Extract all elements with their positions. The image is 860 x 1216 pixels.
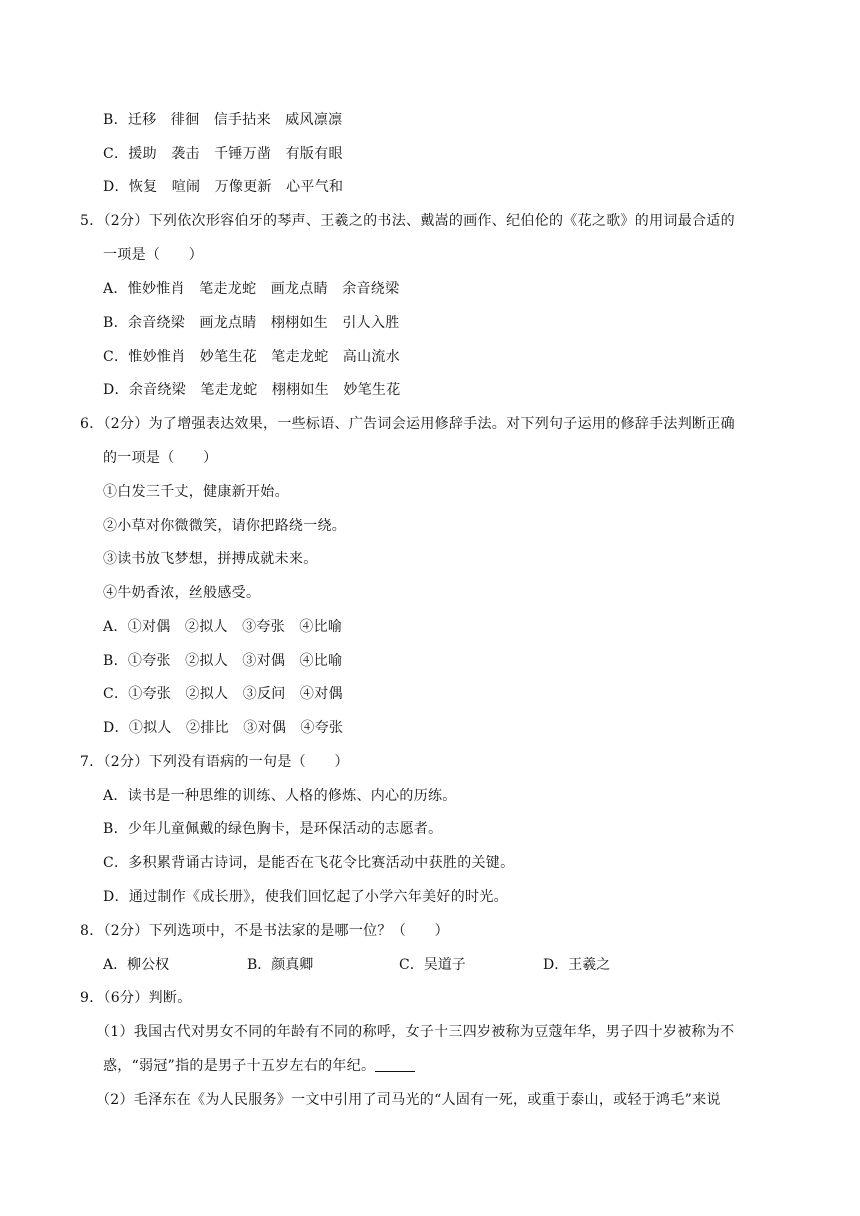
- q9-part1-line2: [103, 1056, 415, 1076]
- q5-option-d: D．余音绕梁 笔走龙蛇 栩栩如生 妙笔生花: [103, 382, 401, 398]
- q7-option-d: D．通过制作《成长册》，使我们回忆起了小学六年美好的时光。: [103, 889, 508, 905]
- q7-option-a: A．读书是一种思维的训练、人格的修炼、内心的历练。: [103, 788, 457, 804]
- q8-stem: 8．（2分）下列选项中，不是书法家的是哪一位？（ ）: [80, 923, 449, 939]
- q5-stem-line1: 5．（2分）下列依次形容伯牙的琴声、王羲之的书法、戴嵩的画作、纪伯伦的《花之歌》的用词最合适的: [80, 213, 735, 229]
- q4-option-d: D．恢复 喧闹 万像更新 心平气和: [103, 179, 344, 195]
- q6-option-d: D．①拟人 ②排比 ③对偶 ④夸张: [103, 720, 344, 736]
- q6-stem-line2: 的一项是（ ）: [103, 450, 218, 466]
- q7-option-c: C．多积累背诵古诗词，是能否在飞花令比赛活动中获胜的关键。: [103, 855, 515, 871]
- q5-stem-line2: 一项是（ ）: [103, 247, 204, 263]
- q9-stem: 9．（6分）判断。: [80, 990, 192, 1006]
- q6-option-c: C．①夸张 ②拟人 ③反问 ④对偶: [103, 686, 343, 702]
- q6-sentence-3: ③读书放飞梦想，拼搏成就未来。: [103, 551, 318, 567]
- q8-options: [0, 955, 860, 975]
- q6-sentence-2: ②小草对你微微笑，请你把路绕一绕。: [103, 518, 347, 534]
- q6-sentence-1: ①白发三千丈，健康新开始。: [103, 484, 289, 500]
- q6-option-a: A．①对偶 ②拟人 ③夸张 ④比喻: [103, 619, 343, 635]
- q8-option-a: A．柳公权: [103, 957, 170, 973]
- q7-stem: 7．（2分）下列没有语病的一句是（ ）: [80, 754, 349, 770]
- q6-stem-line1: 6．（2分）为了增强表达效果，一些标语、广告词会运用修辞手法。对下列句子运用的修辞手法判断正确: [80, 416, 735, 432]
- q5-option-b: B．余音绕梁 画龙点睛 栩栩如生 引人入胜: [103, 315, 400, 331]
- q8-option-b: B．颜真卿: [247, 957, 314, 973]
- q6-sentence-4: ④牛奶香浓，丝般感受。: [103, 585, 261, 601]
- q7-option-b: B．少年儿童佩戴的绿色胸卡，是环保活动的志愿者。: [103, 821, 443, 837]
- q4-option-c: C．援助 袭击 千锤万凿 有版有眼: [103, 146, 343, 162]
- answer-blank[interactable]: [375, 1057, 415, 1072]
- q6-option-b: B．①夸张 ②拟人 ③对偶 ④比喻: [103, 653, 343, 669]
- q5-option-a: A．惟妙惟肖 笔走龙蛇 画龙点睛 余音绕梁: [103, 281, 400, 297]
- q8-option-c: C．吴道子: [399, 957, 466, 973]
- q9-part1-line1: （1）我国古代对男女不同的年龄有不同的称呼，女子十三四岁被称为豆蔻年华，男子四十岁被称为不: [96, 1024, 735, 1040]
- q5-option-c: C．惟妙惟肖 妙笔生花 笔走龙蛇 高山流水: [103, 349, 401, 365]
- q9-part2-line1: （2）毛泽东在《为人民服务》一文中引用了司马光的“人固有一死，或重于泰山，或轻于鸿毛”来说: [96, 1092, 721, 1108]
- q4-option-b: B．迁移 徘徊 信手拈来 威风凛凛: [103, 112, 343, 128]
- q8-option-d: D．王羲之: [543, 957, 611, 973]
- q9-part1-line2-text: 惑，“弱冠”指的是男子十五岁左右的年纪。: [103, 1058, 376, 1074]
